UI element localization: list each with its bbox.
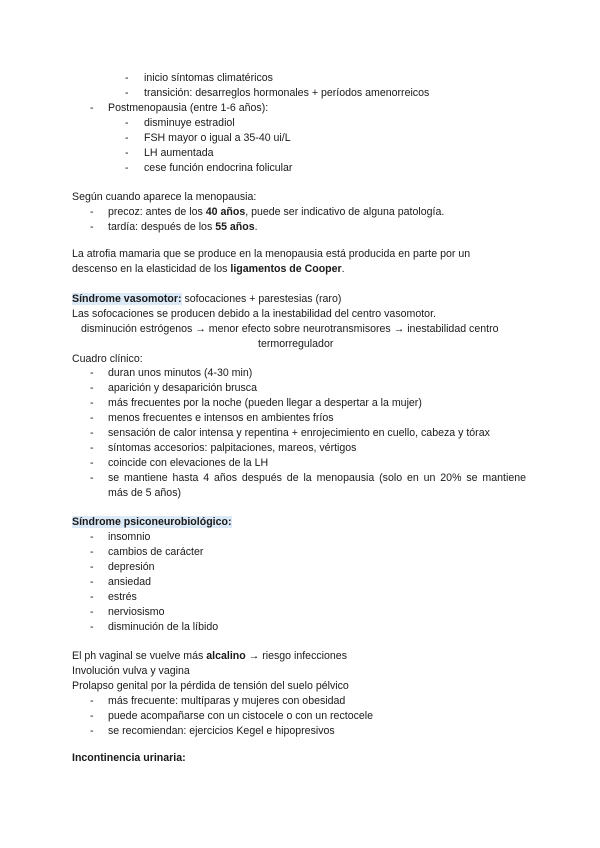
list-item: coincide con elevaciones de la LH (108, 457, 269, 469)
paragraph: termorregulador (258, 338, 334, 350)
list-item: Postmenopausia (entre 1-6 años): (108, 102, 269, 114)
list-item: insomnio (108, 531, 151, 543)
bullet-dash: - (90, 412, 94, 424)
bullet-dash: - (90, 725, 94, 737)
paragraph: Cuadro clínico: (72, 353, 143, 365)
list-item: síntomas accesorios: palpitaciones, mareos, vértigos (108, 442, 357, 454)
bullet-dash: - (90, 382, 94, 394)
list-item: disminución de la líbido (108, 621, 219, 633)
list-item: transición: desarreglos hormonales + períodos amenorreicos (144, 87, 430, 99)
bullet-dash: - (125, 162, 129, 174)
bullet-dash: - (125, 87, 129, 99)
bullet-dash: - (125, 132, 129, 144)
paragraph: El ph vaginal se vuelve más alcalino → riesgo infecciones (72, 650, 347, 662)
paragraph: Prolapso genital por la pérdida de tensión del suelo pélvico (72, 680, 349, 692)
bullet-dash: - (90, 546, 94, 558)
list-item: tardía: después de los 55 años. (108, 221, 258, 233)
bullet-dash: - (90, 621, 94, 633)
list-item: inicio síntomas climatéricos (144, 72, 273, 84)
paragraph: Según cuando aparece la menopausia: (72, 191, 257, 203)
bullet-dash: - (125, 72, 129, 84)
list-item: precoz: antes de los 40 años, puede ser indicativo de alguna patología. (108, 206, 445, 218)
list-item: menos frecuentes e intensos en ambientes fríos (108, 412, 334, 424)
list-item-continuation: más de 5 años) (108, 487, 182, 499)
section-heading: Síndrome psiconeurobiológico: (72, 516, 232, 528)
bullet-dash: - (90, 457, 94, 469)
bullet-dash: - (90, 367, 94, 379)
list-item: puede acompañarse con un cistocele o con un rectocele (108, 710, 374, 722)
bullet-dash: - (90, 710, 94, 722)
paragraph: disminución estrógenos → menor efecto sobre neurotransmisores → inestabilidad centro (81, 323, 499, 335)
bullet-dash: - (90, 221, 94, 233)
list-item: se mantiene hasta 4 años después de la menopausia (solo en un 20% se mantiene (108, 472, 526, 484)
section-heading: Incontinencia urinaria: (72, 752, 186, 764)
bullet-dash: - (90, 591, 94, 603)
list-item: depresión (108, 561, 155, 573)
section-heading: Síndrome vasomotor: sofocaciones + parestesias (raro) (72, 293, 342, 305)
bullet-dash: - (90, 561, 94, 573)
list-item: ansiedad (108, 576, 152, 588)
bullet-dash: - (90, 427, 94, 439)
bullet-dash: - (90, 397, 94, 409)
bullet-dash: - (90, 472, 94, 484)
list-item: más frecuentes por la noche (pueden llegar a despertar a la mujer) (108, 397, 422, 409)
bullet-dash: - (125, 147, 129, 159)
bullet-dash: - (90, 442, 94, 454)
bullet-dash: - (90, 576, 94, 588)
paragraph: Las sofocaciones se producen debido a la inestabilidad del centro vasomotor. (72, 308, 436, 320)
list-item: nerviosismo (108, 606, 165, 618)
bullet-dash: - (125, 117, 129, 129)
list-item: LH aumentada (144, 147, 214, 159)
list-item: disminuye estradiol (144, 117, 235, 129)
bullet-dash: - (90, 102, 94, 114)
list-item: aparición y desaparición brusca (108, 382, 257, 394)
list-item: estrés (108, 591, 137, 603)
bullet-dash: - (90, 206, 94, 218)
list-item: cambios de carácter (108, 546, 204, 558)
list-item: duran unos minutos (4-30 min) (108, 367, 253, 379)
paragraph: descenso en la elasticidad de los ligamentos de Cooper. (72, 263, 345, 275)
bullet-dash: - (90, 695, 94, 707)
list-item: FSH mayor o igual a 35-40 ui/L (144, 132, 291, 144)
list-item: más frecuente: multíparas y mujeres con obesidad (108, 695, 346, 707)
paragraph: Involución vulva y vagina (72, 665, 190, 677)
list-item: se recomiendan: ejercicios Kegel e hipopresivos (108, 725, 335, 737)
list-item: cese función endocrina folicular (144, 162, 293, 174)
list-item: sensación de calor intensa y repentina + enrojecimiento en cuello, cabeza y tórax (108, 427, 490, 439)
paragraph: La atrofia mamaria que se produce en la menopausia está producida en parte por un (72, 248, 471, 260)
bullet-dash: - (90, 606, 94, 618)
bullet-dash: - (90, 531, 94, 543)
